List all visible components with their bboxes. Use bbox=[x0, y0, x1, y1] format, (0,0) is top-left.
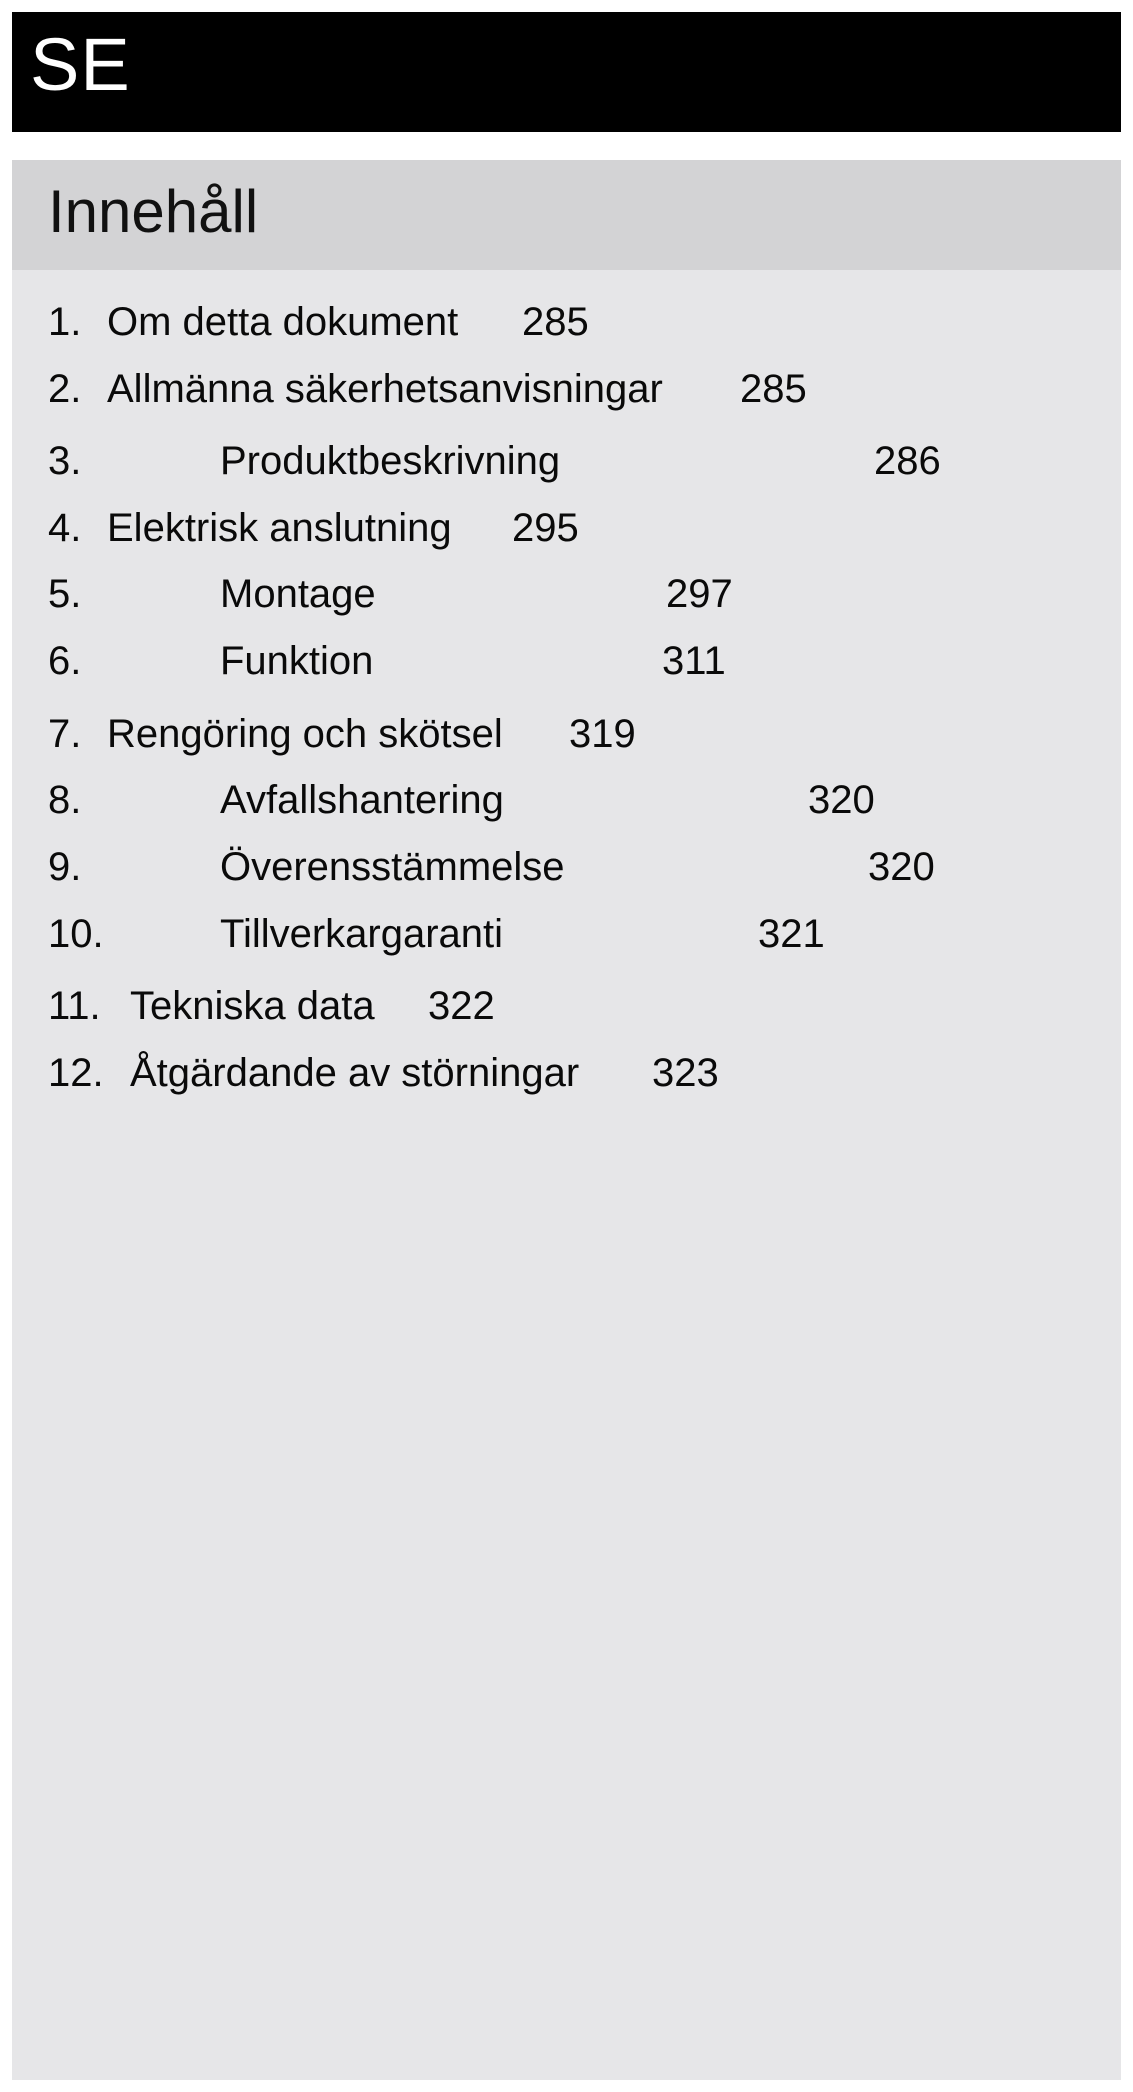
toc-item-5[interactable] bbox=[12, 569, 1121, 619]
toc-item-number: 2. bbox=[48, 367, 82, 411]
toc-item-page: 285 bbox=[522, 300, 589, 344]
toc-item-number: 1. bbox=[48, 300, 82, 344]
toc-item-number: 4. bbox=[48, 506, 82, 550]
language-header bbox=[12, 12, 1121, 132]
toc-item-number: 8. bbox=[48, 778, 82, 822]
toc-item-title: Avfallshantering bbox=[220, 778, 504, 822]
toc-item-number: 10. bbox=[48, 912, 104, 956]
toc-item-title: Rengöring och skötsel bbox=[107, 712, 503, 756]
toc-item-page: 286 bbox=[874, 439, 941, 483]
toc-item-page: 295 bbox=[512, 506, 579, 550]
toc-list bbox=[12, 160, 1121, 2080]
toc-item-page: 285 bbox=[740, 367, 807, 411]
toc-item-number: 3. bbox=[48, 439, 82, 483]
toc-item-number: 12. bbox=[48, 1051, 104, 1095]
toc-item-1[interactable] bbox=[12, 297, 1121, 347]
toc-item-number: 6. bbox=[48, 639, 82, 683]
toc-item-page: 322 bbox=[428, 984, 495, 1028]
toc-item-title: Elektrisk anslutning bbox=[107, 506, 452, 550]
toc-item-8[interactable] bbox=[12, 775, 1121, 825]
toc-item-12[interactable] bbox=[12, 1048, 1121, 1098]
toc-item-page: 297 bbox=[666, 572, 733, 616]
toc-item-3[interactable] bbox=[12, 436, 1121, 486]
toc-item-7[interactable] bbox=[12, 709, 1121, 759]
toc-item-9[interactable] bbox=[12, 842, 1121, 892]
toc-item-page: 323 bbox=[652, 1051, 719, 1095]
toc-item-title: Allmänna säkerhetsanvisningar bbox=[107, 367, 663, 411]
toc-item-11[interactable] bbox=[12, 981, 1121, 1031]
toc-item-page: 320 bbox=[808, 778, 875, 822]
toc-item-title: Tillverkargaranti bbox=[220, 912, 504, 956]
toc-item-title: Tekniska data bbox=[130, 984, 375, 1028]
toc-item-page: 311 bbox=[662, 639, 726, 683]
toc-item-title: Åtgärdande av störningar bbox=[130, 1051, 580, 1095]
toc-item-title: Montage bbox=[220, 572, 376, 616]
toc-item-6[interactable] bbox=[12, 636, 1121, 686]
language-code: SE bbox=[30, 23, 131, 106]
toc-item-title: Överensstämmelse bbox=[220, 845, 565, 889]
toc-item-page: 320 bbox=[868, 845, 935, 889]
toc-item-page: 321 bbox=[758, 912, 825, 956]
toc-panel bbox=[12, 160, 1121, 2080]
toc-item-2[interactable] bbox=[12, 364, 1121, 414]
toc-item-page: 319 bbox=[569, 712, 636, 756]
toc-item-number: 11. bbox=[48, 984, 101, 1028]
toc-item-10[interactable] bbox=[12, 909, 1121, 959]
toc-item-number: 5. bbox=[48, 572, 82, 616]
toc-item-number: 9. bbox=[48, 845, 82, 889]
toc-item-4[interactable] bbox=[12, 503, 1121, 553]
toc-item-title: Funktion bbox=[220, 639, 374, 683]
toc-title: Innehåll bbox=[48, 178, 259, 245]
toc-item-title: Produktbeskrivning bbox=[220, 439, 561, 483]
toc-item-number: 7. bbox=[48, 712, 82, 756]
toc-item-title: Om detta dokument bbox=[107, 300, 459, 344]
